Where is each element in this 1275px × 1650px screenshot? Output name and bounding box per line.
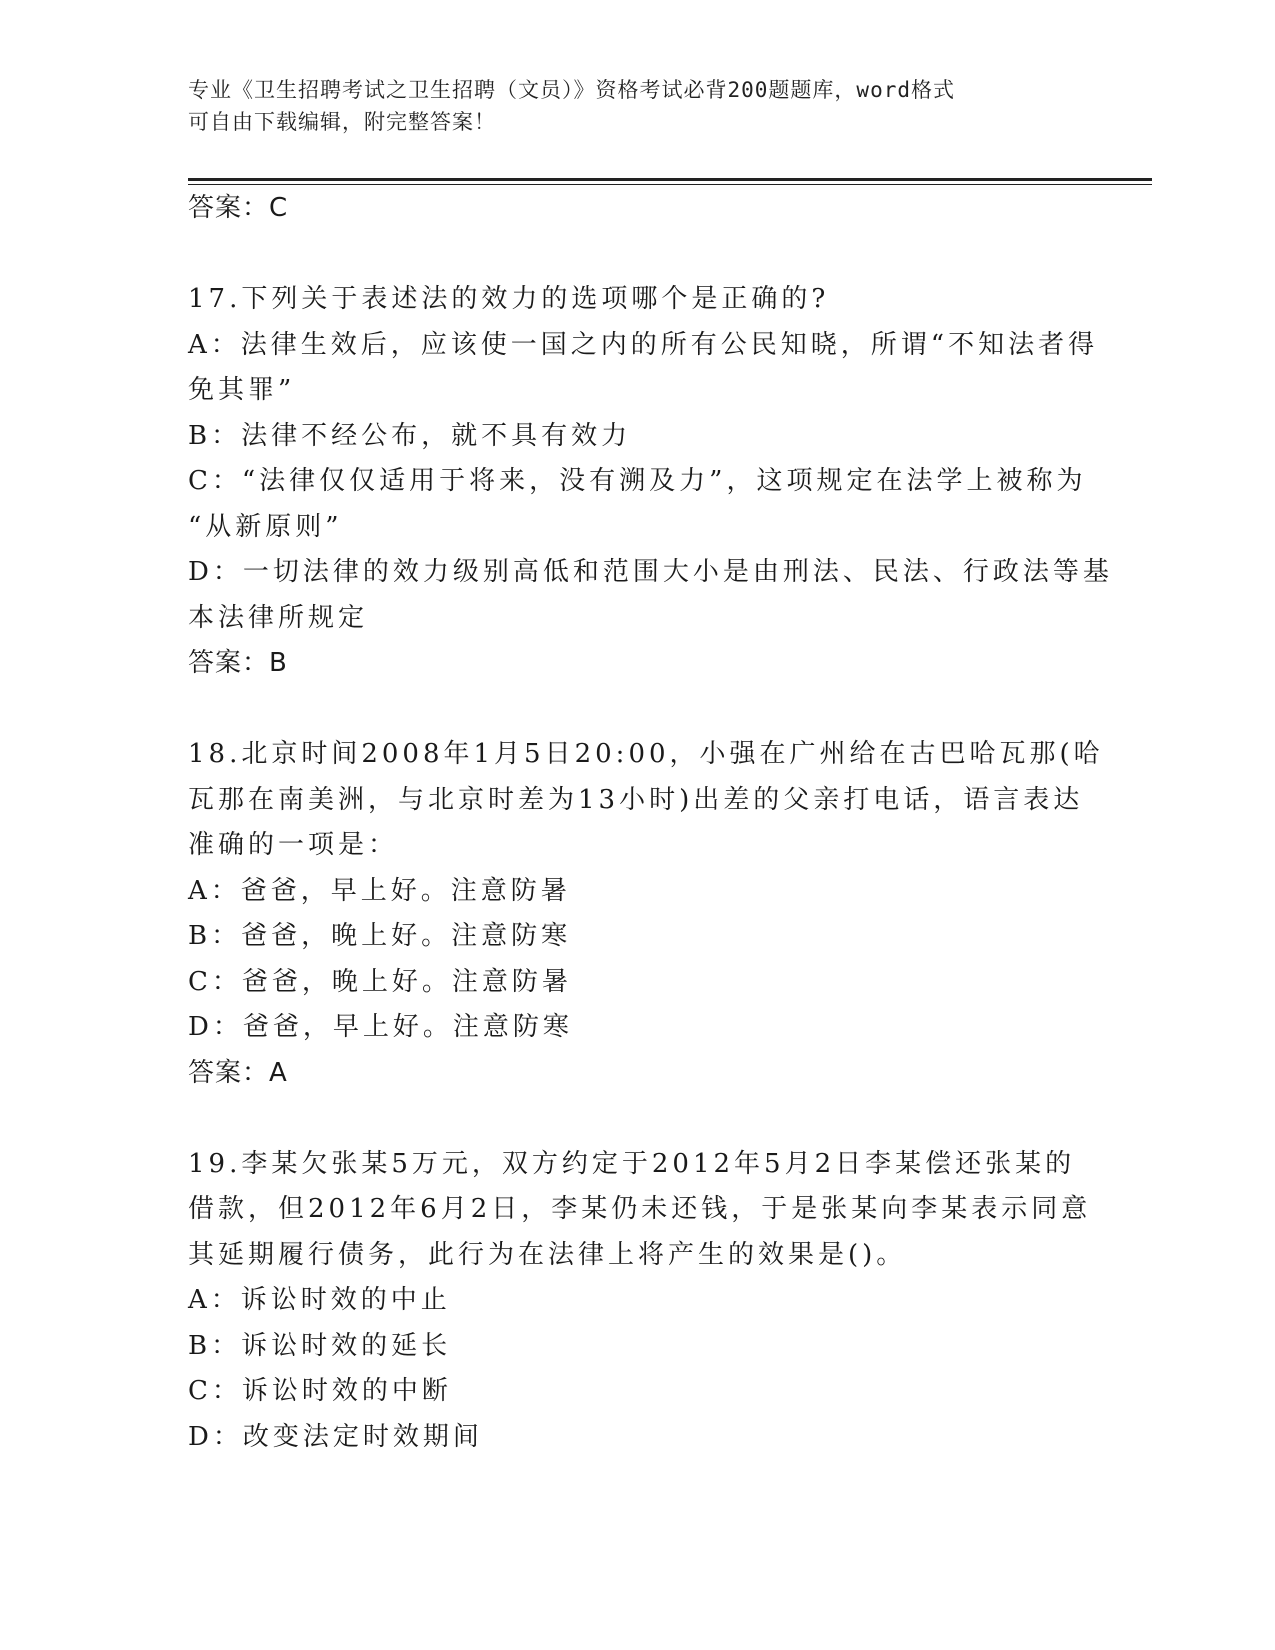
header-line-1: 专业《卫生招聘考试之卫生招聘（文员）》资格考试必背200题题库，word格式 <box>188 78 955 102</box>
question-stem-line: 其延期履行债务，此行为在法律上将产生的效果是()。 <box>188 1239 907 1270</box>
question-17 <box>188 277 1113 687</box>
option-a-line-1: A：诉讼时效的中止 <box>188 1285 451 1315</box>
option-d-line-1: D：改变法定时效期间 <box>188 1421 483 1452</box>
header-divider-thin <box>188 184 1152 185</box>
option-a-line-2: 免其罪” <box>188 375 296 405</box>
option-d-line-1: D：爸爸，早上好。注意防寒 <box>188 1012 573 1042</box>
spacer <box>188 1096 1088 1142</box>
option-c-line-2: “从新原则” <box>188 511 343 542</box>
option-a-line-1: A：爸爸，早上好。注意防暑 <box>188 875 571 906</box>
header-line-2: 可自由下载编辑，附完整答案！ <box>188 110 496 134</box>
question-stem-line: 18.北京时间2008年1月5日20:00，小强在广州给在古巴哈瓦那(哈 <box>188 739 1104 769</box>
option-d-line-2: 本法律所规定 <box>188 602 369 633</box>
header-divider-thick <box>188 178 1152 181</box>
document-header <box>188 74 1068 138</box>
question-stem-line: 19.李某欠张某5万元，双方约定于2012年5月2日李某偿还张某的 <box>188 1148 1076 1179</box>
option-c-line-1: C：“法律仅仅适用于将来，没有溯及力”，这项规定在法学上被称为 <box>188 466 1087 496</box>
option-c-line-1: C：诉讼时效的中断 <box>188 1376 452 1406</box>
document-body <box>188 186 1113 1460</box>
question-19 <box>188 1142 1092 1461</box>
answer-line: 答案：B <box>188 648 288 678</box>
answer-line: 答案：A <box>188 1057 288 1088</box>
spacer <box>188 687 1088 733</box>
spacer <box>188 232 1088 278</box>
option-a-line-1: A：法律生效后，应该使一国之内的所有公民知晓，所谓“不知法者得 <box>188 329 1099 360</box>
option-b-line-1: B：诉讼时效的延长 <box>188 1330 452 1361</box>
option-d-line-1: D：一切法律的效力级别高低和范围大小是由刑法、民法、行政法等基 <box>188 557 1113 587</box>
option-b-line-1: B：爸爸，晚上好。注意防寒 <box>188 921 572 951</box>
option-b-line-1: B：法律不经公布，就不具有效力 <box>188 420 632 451</box>
question-stem-line: 17.下列关于表述法的效力的选项哪个是正确的? <box>188 284 830 314</box>
question-stem-line: 准确的一项是： <box>188 830 399 860</box>
question-18 <box>188 732 1104 1096</box>
question-stem-line: 借款，但2012年6月2日，李某仍未还钱，于是张某向李某表示同意 <box>188 1194 1092 1224</box>
question-stem-line: 瓦那在南美洲，与北京时差为13小时)出差的父亲打电话，语言表达 <box>188 784 1084 815</box>
previous-answer: 答案：C <box>188 193 289 223</box>
option-c-line-1: C：爸爸，晚上好。注意防暑 <box>188 966 572 997</box>
